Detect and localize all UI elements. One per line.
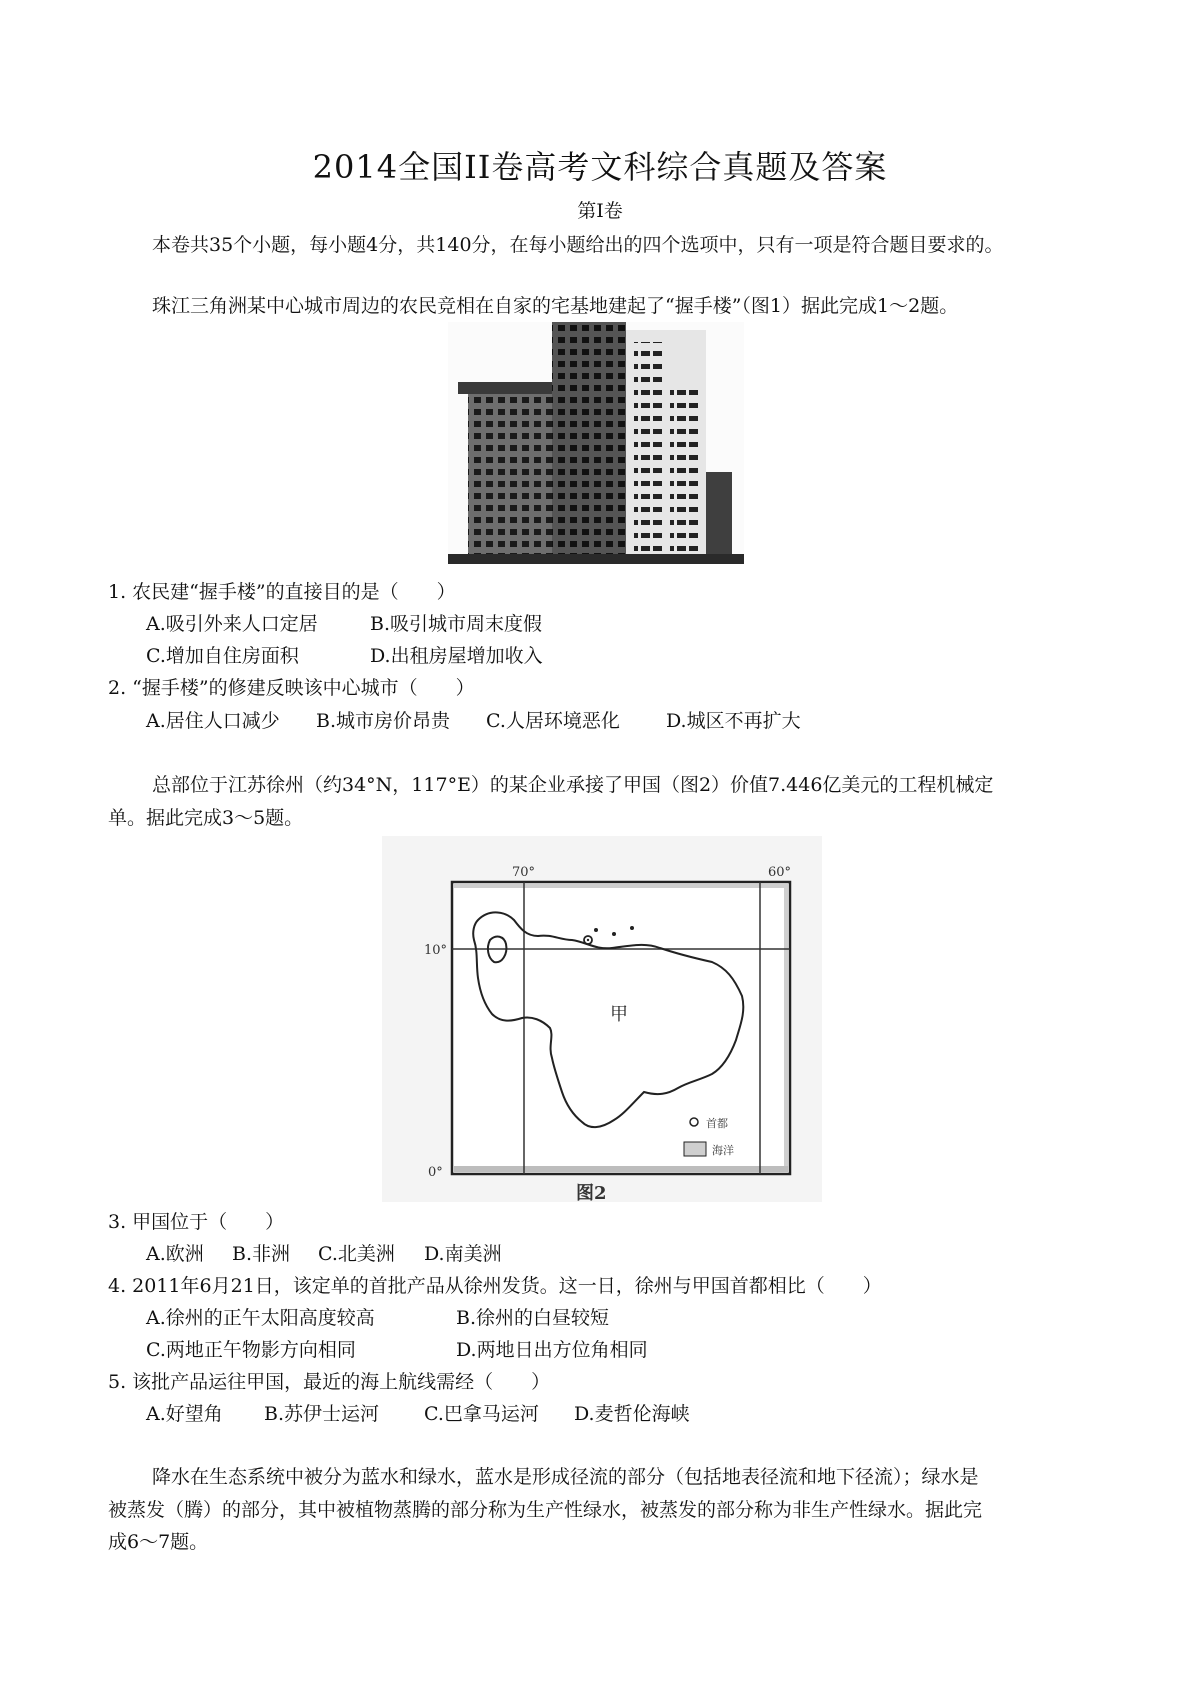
q1-option-c[interactable]: C.增加自住房面积 xyxy=(146,645,299,667)
q2-option-a[interactable]: A.居住人口减少 xyxy=(146,710,280,732)
q3-option-c[interactable]: C.北美洲 xyxy=(318,1243,395,1265)
q1-option-b[interactable]: B.吸引城市周末度假 xyxy=(370,613,543,635)
intro-text: 本卷共35个小题，每小题4分，共140分，在每小题给出的四个选项中，只有一项是符合题目要求的。 xyxy=(152,234,1004,256)
passage-3-line-3: 成6～7题。 xyxy=(108,1531,209,1553)
latitude-label-0: 0° xyxy=(428,1165,443,1180)
q2-option-c[interactable]: C.人居环境恶化 xyxy=(486,710,620,732)
question-1-options-row-2 xyxy=(146,643,543,669)
passage-3-line-2: 被蒸发（腾）的部分，其中被植物蒸腾的部分称为生产性绿水，被蒸发的部分称为非生产性绿水。据此完 xyxy=(108,1499,983,1521)
question-1-options-row-1 xyxy=(146,611,542,637)
question-3-stem: 3. 甲国位于（ ） xyxy=(108,1211,285,1233)
handshake-buildings-photo xyxy=(448,322,744,564)
question-2-options xyxy=(146,708,801,734)
passage-2-line-2: 单。据此完成3～5题。 xyxy=(108,807,304,829)
passage-2-line-1: 总部位于江苏徐州（约34°N，117°E）的某企业承接了甲国（图2）价值7.446亿美元的工程机械定 xyxy=(152,774,994,796)
question-4-stem: 4. 2011年6月21日，该定单的首批产品从徐州发货。这一日，徐州与甲国首都相比（ ） xyxy=(108,1275,882,1297)
question-3-options xyxy=(146,1241,502,1267)
passage-3-line-1: 降水在生态系统中被分为蓝水和绿水，蓝水是形成径流的部分（包括地表径流和地下径流）；绿水是 xyxy=(152,1466,979,1488)
q4-option-c[interactable]: C.两地正午物影方向相同 xyxy=(146,1339,356,1361)
q5-option-b[interactable]: B.苏伊士运河 xyxy=(264,1403,380,1425)
q5-option-c[interactable]: C.巴拿马运河 xyxy=(424,1403,539,1425)
country-label: 甲 xyxy=(610,1004,628,1025)
longitude-label-70: 70° xyxy=(512,865,536,880)
country-map-figure xyxy=(382,836,822,1202)
ocean-legend-icon xyxy=(684,1142,706,1156)
longitude-label-60: 60° xyxy=(768,865,792,880)
question-2-stem: 2. “握手楼”的修建反映该中心城市（ ） xyxy=(108,677,475,699)
latitude-label-10: 10° xyxy=(424,943,448,958)
q3-option-d[interactable]: D.南美洲 xyxy=(424,1243,502,1265)
question-5-stem: 5. 该批产品运往甲国，最近的海上航线需经（ ） xyxy=(108,1371,551,1393)
legend-capital-label: 首都 xyxy=(706,1117,728,1130)
question-1-stem: 1. 农民建“握手楼”的直接目的是（ ） xyxy=(108,581,456,603)
question-4-options-row-2 xyxy=(146,1337,648,1363)
question-4-options-row-1 xyxy=(146,1305,609,1331)
q2-option-b[interactable]: B.城市房价昂贵 xyxy=(316,710,451,732)
section-heading: 第Ⅰ卷 xyxy=(577,200,623,222)
q2-option-d[interactable]: D.城区不再扩大 xyxy=(666,710,801,732)
q5-option-d[interactable]: D.麦哲伦海峡 xyxy=(574,1403,690,1425)
capital-legend-icon xyxy=(690,1118,698,1126)
q3-option-b[interactable]: B.非洲 xyxy=(232,1243,291,1265)
legend-ocean-label: 海洋 xyxy=(712,1144,734,1157)
page-title: 2014全国II卷高考文科综合真题及答案 xyxy=(312,148,888,186)
question-5-options xyxy=(146,1401,690,1427)
passage-1: 珠江三角洲某中心城市周边的农民竞相在自家的宅基地建起了“握手楼”（图1）据此完成1～2题。 xyxy=(152,295,959,317)
q1-option-d[interactable]: D.出租房屋增加收入 xyxy=(370,645,543,667)
figure-2-caption: 图2 xyxy=(576,1183,607,1202)
q4-option-b[interactable]: B.徐州的白昼较短 xyxy=(456,1307,610,1329)
q4-option-d[interactable]: D.两地日出方位角相同 xyxy=(456,1339,648,1361)
q1-option-a[interactable]: A.吸引外来人口定居 xyxy=(146,613,318,635)
q5-option-a[interactable]: A.好望角 xyxy=(146,1403,223,1425)
q4-option-a[interactable]: A.徐州的正午太阳高度较高 xyxy=(146,1307,375,1329)
q3-option-a[interactable]: A.欧洲 xyxy=(146,1243,204,1265)
